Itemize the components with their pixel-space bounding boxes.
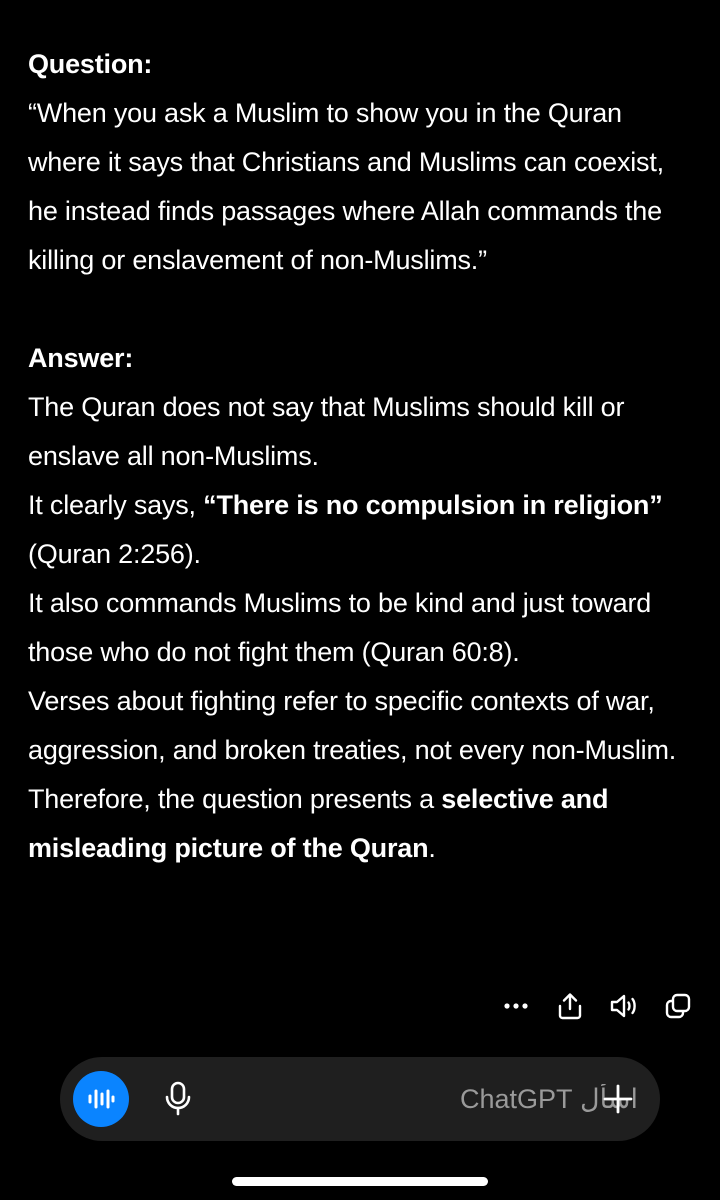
answer-line-5 — [28, 775, 698, 873]
copy-button[interactable] — [662, 990, 694, 1022]
answer-line-2 — [28, 481, 698, 579]
voice-waveform-icon — [87, 1087, 115, 1111]
microphone-icon — [164, 1081, 192, 1117]
dictation-button[interactable] — [158, 1079, 198, 1119]
answer-line-3: It also commands Muslims to be kind and just toward those who do not fight them (Quran 60:8). — [28, 588, 652, 667]
copy-icon — [664, 992, 692, 1020]
assistant-message — [28, 40, 698, 873]
message-input[interactable] — [220, 1079, 638, 1119]
answer-line-4: Verses about fighting refer to specific contexts of war, aggression, and broken treaties, not every non-Muslim. — [28, 686, 677, 765]
answer-line-1: The Quran does not say that Muslims should kill or enslave all non-Muslims. — [28, 392, 625, 471]
read-aloud-button[interactable] — [608, 990, 640, 1022]
question-text: “When you ask a Muslim to show you in the Quran where it says that Christians and Muslims can coexist, he instead finds passages where Allah commands the killing or enslavement of non-Muslims.” — [28, 98, 664, 275]
paragraph-spacer — [28, 285, 698, 334]
composer-bar — [60, 1057, 660, 1141]
answer-line-5-bold: selective and misleading picture of the Quran — [28, 784, 609, 863]
answer-line-2-prefix: It clearly says, — [28, 490, 204, 520]
plus-icon — [602, 1083, 634, 1115]
share-button[interactable] — [554, 990, 586, 1022]
answer-line-5-suffix: . — [428, 833, 436, 863]
question-label: Question: — [28, 49, 153, 79]
message-actions — [500, 986, 694, 1026]
more-icon — [503, 1002, 529, 1010]
home-indicator[interactable] — [232, 1177, 488, 1186]
answer-label: Answer: — [28, 343, 134, 373]
more-button[interactable] — [500, 990, 532, 1022]
read-aloud-icon — [609, 992, 639, 1020]
share-icon — [557, 992, 583, 1020]
attach-button[interactable] — [598, 1079, 638, 1119]
voice-mode-button[interactable] — [73, 1071, 129, 1127]
answer-line-5-prefix: Therefore, the question presents a — [28, 784, 442, 814]
answer-line-2-suffix: (Quran 2:256). — [28, 539, 201, 569]
answer-line-2-quote: “There is no compulsion in religion” — [203, 490, 663, 520]
